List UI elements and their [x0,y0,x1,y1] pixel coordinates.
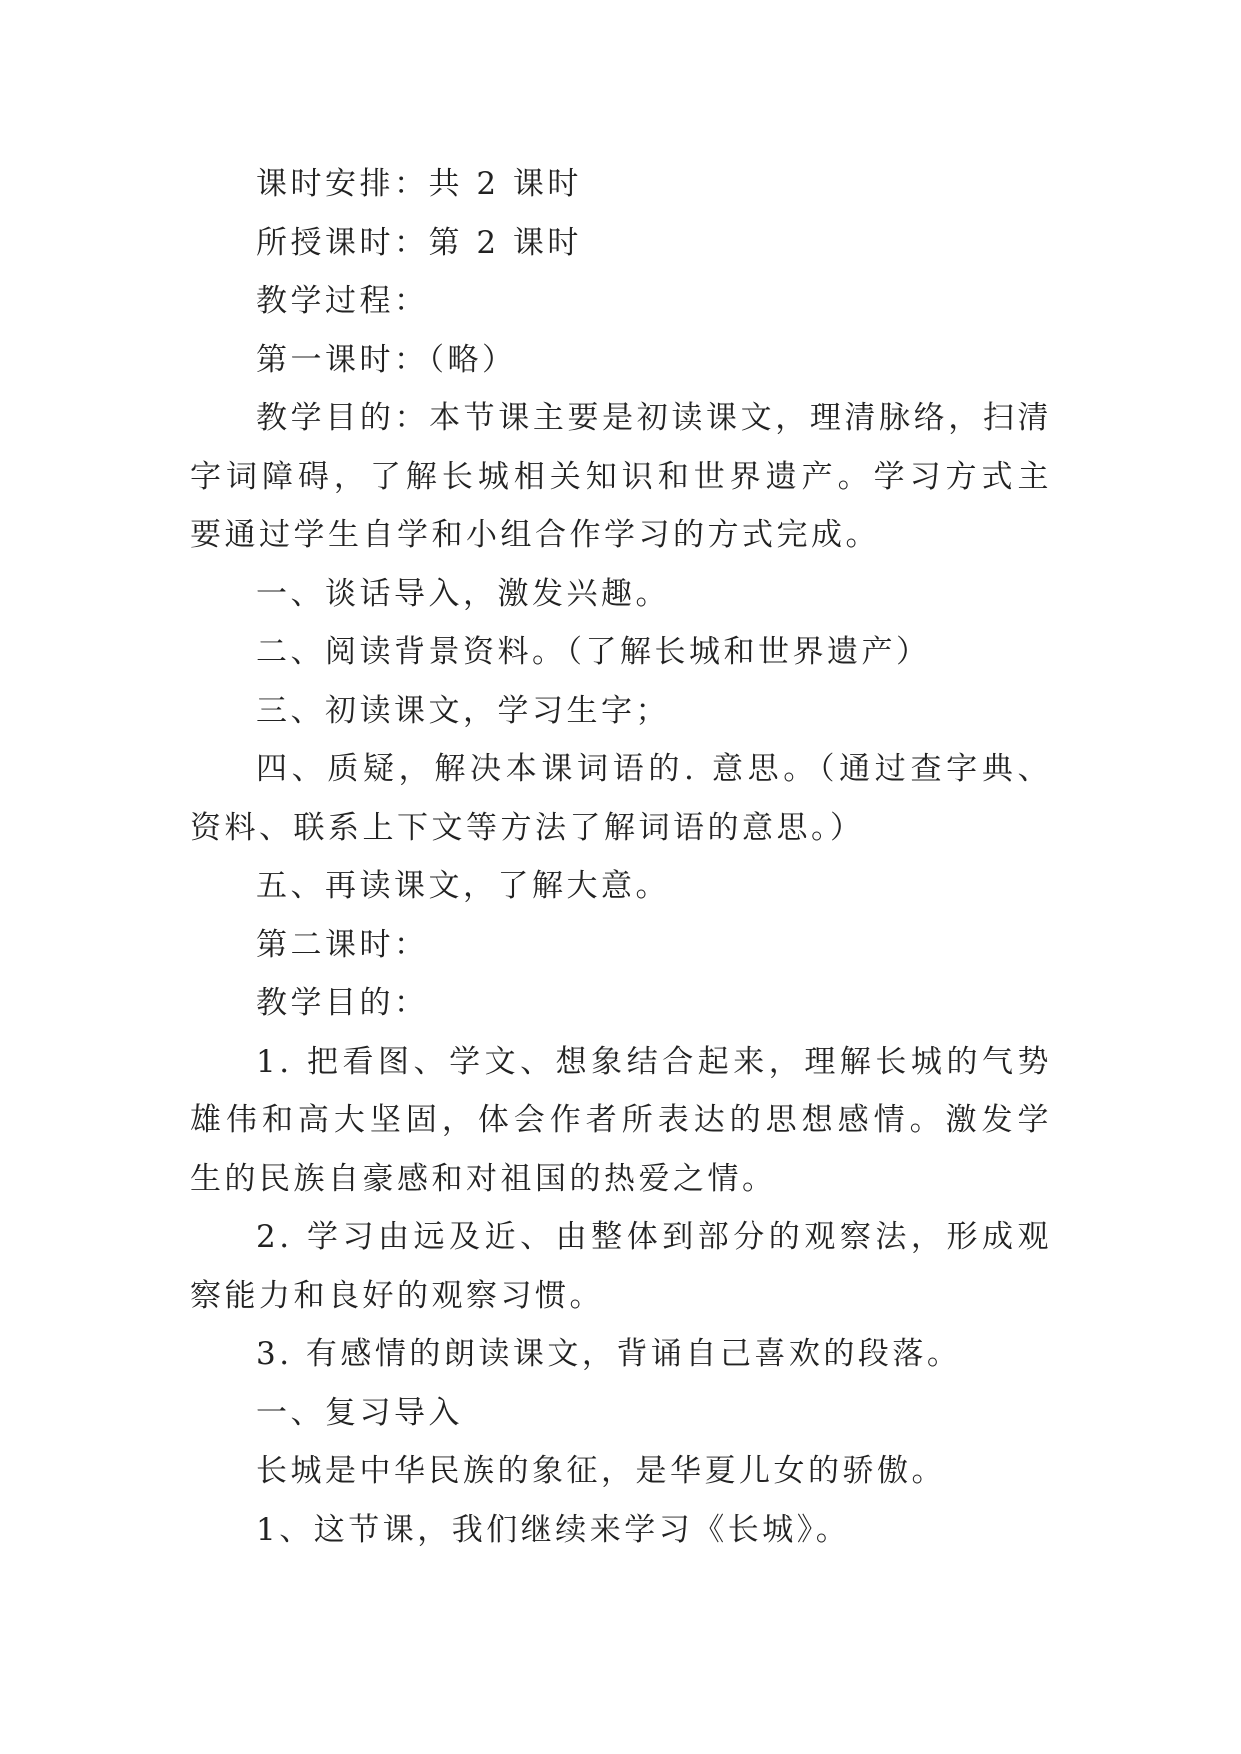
objective-1: 1. 把看图、学文、想象结合起来，理解长城的气势雄伟和高大坚固，体会作者所表达的思想感情。激发学生的民族自豪感和对祖国的热爱之情。 [190,1043,1052,1197]
step-4: 四、质疑，解决本课词语的. 意思。（通过查字典、资料、联系上下文等方法了解词语的意思。） [190,751,1052,846]
first-lesson-heading: 第一课时：（略） [256,341,517,378]
step-5: 五、再读课文，了解大意。 [256,868,670,904]
first-lesson-objective: 教学目的：本节课主要是初读课文，理清脉络，扫清字词障碍，了解长城相关知识和世界遗产。学习方式主要通过学生自学和小组合作学习的方式完成。 [190,400,1052,553]
objective-3: 3. 有感情的朗读课文，背诵自己喜欢的段落。 [256,1336,962,1372]
review-intro-heading: 一、复习导入 [256,1394,463,1431]
step-1: 一、谈话导入，激发兴趣。 [256,575,670,612]
document-page [190,155,1052,1559]
teaching-process-heading: 教学过程： [256,283,429,319]
second-lesson-heading: 第二课时： [256,926,429,963]
lesson-schedule: 课时安排：共 2 课时 [256,166,582,202]
great-wall-statement: 长城是中华民族的象征，是华夏儿女的骄傲。 [256,1453,946,1489]
current-lesson: 所授课时：第 2 课时 [256,224,582,261]
step-2: 二、阅读背景资料。（了解长城和世界遗产） [256,634,931,670]
objective-2: 2. 学习由远及近、由整体到部分的观察法，形成观察能力和良好的观察习惯。 [190,1219,1052,1314]
continue-learning: 1、这节课，我们继续来学习《长城》。 [256,1511,851,1548]
second-lesson-objective-heading: 教学目的： [256,985,429,1021]
step-3: 三、初读课文，学习生字； [256,692,670,729]
